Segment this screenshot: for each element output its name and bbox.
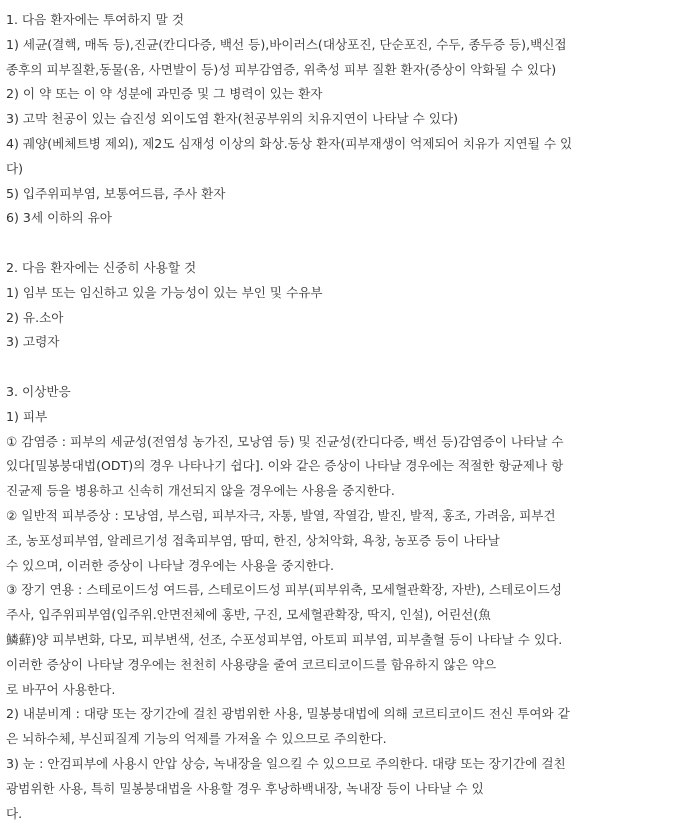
blank-line [0,231,689,256]
text-line: 5) 입주위피부염, 보통여드름, 주사 환자 [6,185,226,201]
text-line: 다. [6,805,23,821]
text-line: 수 있으며, 이러한 증상이 나타날 경우에는 사용을 중지한다. [6,557,335,573]
text-line: 진균제 등을 병용하고 신속히 개선되지 않을 경우에는 사용을 중지한다. [6,483,395,499]
text-line: 3) 눈 : 안검피부에 사용시 안압 상승, 녹내장을 일으킬 수 있으므로 주의한다. 대량 또는 장기간에 걸친 [6,755,566,771]
text-line: 2) 이 약 또는 이 약 성분에 과민증 및 그 병력이 있는 환자 [6,86,323,102]
text-line: ② 일반적 피부증상 : 모낭염, 부스럼, 피부자극, 자통, 발열, 작열감, 발진, 발적, 홍조, 가려움, 피부건 [6,507,556,523]
text-line: 종후의 피부질환,동물(옴, 사면발이 등)성 피부감염증, 위축성 피부 질환 환자(증상이 악화될 수 있다) [6,61,557,77]
text-line: 3) 고령자 [6,334,60,350]
text-line: 이러한 증상이 나타날 경우에는 천천히 사용량을 줄여 코르티코이드를 함유하지 않은 약으 [6,656,497,672]
text-line: 1) 피부 [6,408,48,424]
text-line: 조, 농포성피부염, 알레르기성 접촉피부염, 땀띠, 한진, 상처악화, 욕창, 농포증 등이 나타날 [6,532,500,548]
text-line: ① 감염증 : 피부의 세균성(전염성 농가진, 모낭염 등) 및 진균성(칸디다증, 백선 등)감염증이 나타날 수 [6,433,564,449]
text-line: 로 바꾸어 사용한다. [6,681,116,697]
text-line: ③ 장기 연용 : 스테로이드성 여드름, 스테로이드성 피부(피부위축, 모세혈관확장, 자반), 스테로이드성 [6,582,562,598]
text-line: 2) 유.소아 [6,309,64,325]
text-line: 鱗蘚)양 피부변화, 다모, 피부변색, 선조, 수포성피부염, 아토피 피부염, 피부출혈 등이 나타날 수 있다. [6,631,563,647]
text-line: 광범위한 사용, 특히 밀봉붕대법을 사용할 경우 후낭하백내장, 녹내장 등이 나타날 수 있 [6,780,484,796]
document-body [0,8,689,826]
text-line: 6) 3세 이하의 유아 [6,210,112,226]
text-line: 은 뇌하수체, 부신피질계 기능의 억제를 가져올 수 있으므로 주의한다. [6,731,387,747]
text-line: 주사, 입주위피부염(입주위.안면전체에 홍반, 구진, 모세혈관확장, 딱지, 인설), 어린선(魚 [6,607,491,623]
text-line: 다) [6,160,24,176]
blank-line [0,355,689,380]
text-line: 1. 다음 환자에는 투여하지 말 것 [6,12,185,27]
text-line: 2. 다음 환자에는 신중히 사용할 것 [6,259,197,275]
text-line: 3) 고막 천공이 있는 습진성 외이도염 환자(천공부위의 치유지연이 나타날 수 있다) [6,111,459,127]
text-line: 2) 내분비계 : 대량 또는 장기간에 걸친 광범위한 사용, 밀봉붕대법에 의해 코르티코이드 전신 투여와 같 [6,706,570,722]
text-line: 있다[밀봉붕대법(ODT)의 경우 나타나기 쉽다]. 이와 같은 증상이 나타날 경우에는 적절한 항균제나 항 [6,458,564,474]
text-line: 4) 궤양(베체트병 제외), 제2도 심재성 이상의 화상.동상 환자(피부재생이 억제되어 치유가 지연될 수 있 [6,135,573,151]
text-line: 1) 세균(결핵, 매독 등),진균(칸디다증, 백선 등),바이러스(대상포진, 단순포진, 수두, 종두증 등),백신접 [6,36,567,52]
text-line: 1) 임부 또는 임신하고 있을 가능성이 있는 부인 및 수유부 [6,284,323,300]
text-line: 3. 이상반응 [6,383,71,399]
